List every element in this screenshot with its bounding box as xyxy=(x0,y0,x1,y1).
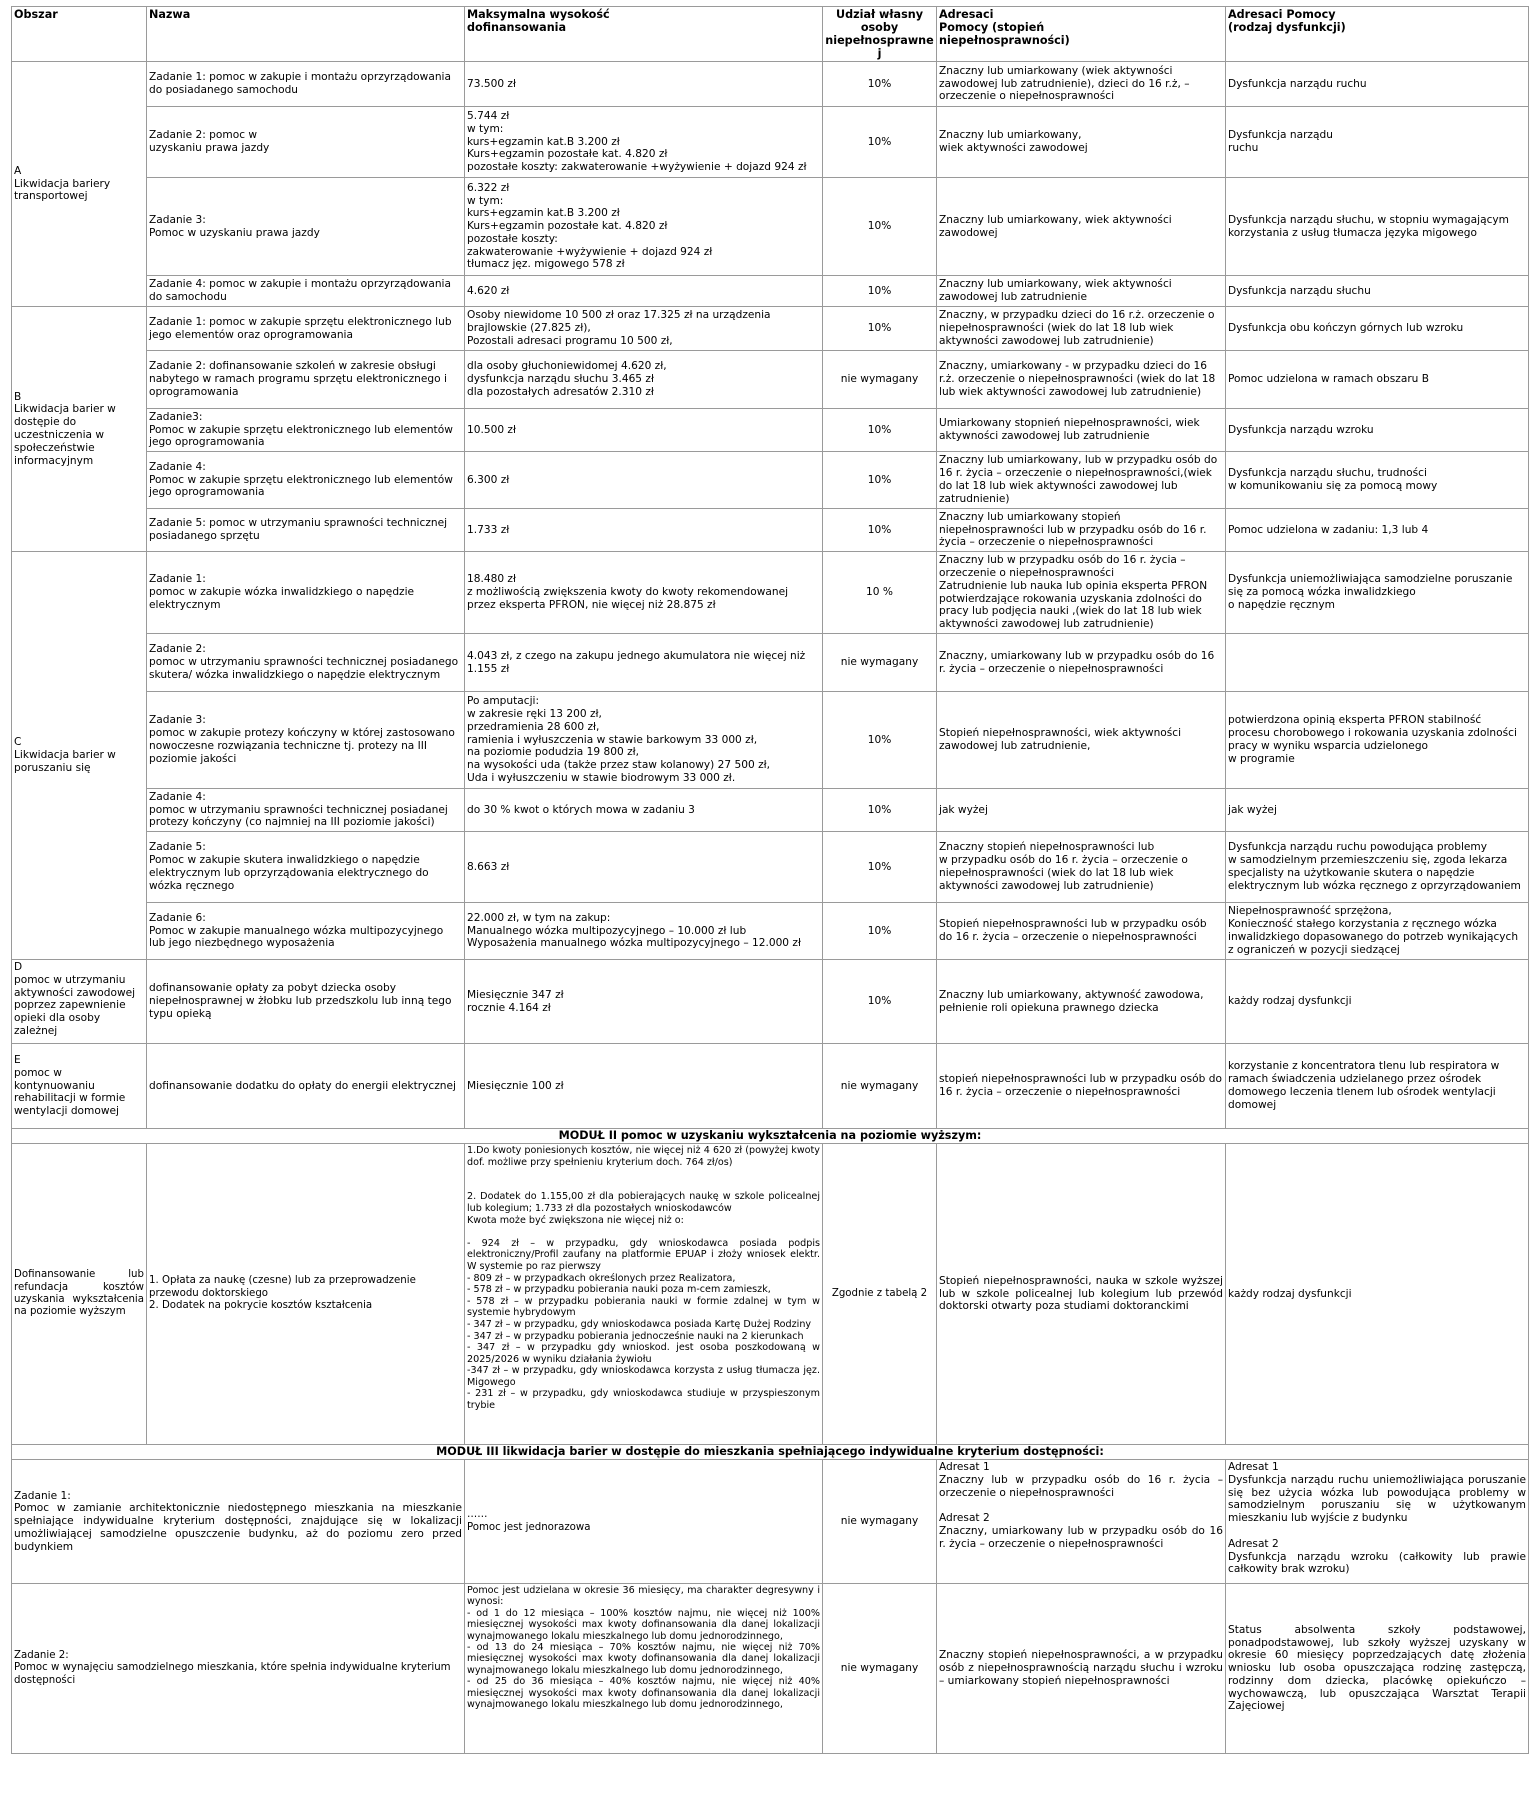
amount-cell: Miesięcznie 100 zł xyxy=(465,1044,823,1129)
amount-cell: 73.500 zł xyxy=(465,62,823,107)
amount-cell: 8.663 zł xyxy=(465,832,823,903)
own-share-cell: 10% xyxy=(823,903,937,960)
degree-cell: Znaczny, w przypadku dzieci do 16 r.ż. orzeczenie o niepełnosprawności (wiek do lat 18 lub wiek aktywności zawodowej lub zatrudnienie) xyxy=(937,307,1226,351)
amount-cell: Po amputacji: w zakresie ręki 13 200 zł, przedramienia 28 600 zł, ramienia i wyłuszczenia w stawie barkowym 33 000 zł, na poziomie podudzia 19 800 zł, na wysokości uda (także przez staw kolanowy) 27 500 zł, Uda i wyłuszczeniu w stawie biodrowym 33 000 zł. xyxy=(465,692,823,789)
area-cell: Dofinansowanie lub refundacja kosztów uzyskania wykształcenia na poziomie wyższym xyxy=(12,1144,147,1445)
dysfunction-cell: korzystanie z koncentratora tlenu lub respiratora w ramach świadczenia udzielanego przez ośrodek domowego leczenia tlenem lub ośrodek wentylacji domowej xyxy=(1226,1044,1529,1129)
degree-cell: Znaczny lub umiarkowany stopień niepełnosprawności lub w przypadku osób do 16 r. życia – orzeczenie o niepełnosprawności xyxy=(937,509,1226,552)
module-2-title: MODUŁ II pomoc w uzyskaniu wykształcenia na poziomie wyższym: xyxy=(12,1129,1529,1144)
area-cell: D pomoc w utrzymaniu aktywności zawodowej poprzez zapewnienie opieki dla osoby zależnej xyxy=(12,960,147,1044)
area-cell: E pomoc w kontynuowaniu rehabilitacji w formie wentylacji domowej xyxy=(12,1044,147,1129)
task-name-cell: Zadanie 1: pomoc w zakupie i montażu oprzyrządowania do posiadanego samochodu xyxy=(147,62,465,107)
table-row xyxy=(12,960,1529,1044)
own-share-cell: Zgodnie z tabelą 2 xyxy=(823,1144,937,1445)
table-row xyxy=(12,789,1529,832)
dysfunction-cell: potwierdzona opinią eksperta PFRON stabilność procesu chorobowego i rokowania uzyskania zdolności pracy w wyniku wsparcia udzielonego w programie xyxy=(1226,692,1529,789)
own-share-cell: nie wymagany xyxy=(823,1044,937,1129)
task-name-cell: Zadanie 1: Pomoc w zamianie architektonicznie niedostępnego mieszkania na mieszkanie spełniające indywidualne kryterium dostępności, znajdujące się w lokalizacji umożliwiającej samodzielne opuszczenie budynku, aż do poziomu zero przed budynkiem xyxy=(12,1460,465,1584)
degree-cell: stopień niepełnosprawności lub w przypadku osób do 16 r. życia – orzeczenie o niepełnosprawności xyxy=(937,1044,1226,1129)
task-name-cell: Zadanie 4: Pomoc w zakupie sprzętu elektronicznego lub elementów jego oprogramowania xyxy=(147,452,465,509)
dysfunction-cell: Niepełnosprawność sprzężona, Konieczność stałego korzystania z ręcznego wózka inwalidzkiego dopasowanego do potrzeb wynikających z ograniczeń w pozycji siedzącej xyxy=(1226,903,1529,960)
degree-cell: Adresat 1 Znaczny lub w przypadku osób do 16 r. życia – orzeczenie o niepełnosprawności Adresat 2 Znaczny, umiarkowany lub w przypadku osób do 16 r. życia – orzeczenie o niepełnosprawności xyxy=(937,1460,1226,1584)
own-share-cell: nie wymagany xyxy=(823,1584,937,1754)
dysfunction-cell: Dysfunkcja narządu słuchu, w stopniu wymagającym korzystania z usług tłumacza języka migowego xyxy=(1226,178,1529,276)
own-share-cell: 10% xyxy=(823,107,937,178)
amount-cell: 1.Do kwoty poniesionych kosztów, nie więcej niż 4 620 zł (powyżej kwoty dof. możliwe przy spełnieniu kryterium doch. 764 zł/os) 2. Dodatek do 1.155,00 zł dla pobierających naukę w szkole policealnej lub kolegium; 1.733 zł dla pozostałych wnioskodawców Kwota może być zwiększona nie więcej niż o: - 924 zł – w przypadku, gdy wnioskodawca posiada podpis elektroniczny/Profil zaufany na platformie EPUAP i złoży wniosek elektr. W systemie po raz pierwszy - 809 zł – w przypadkach określonych przez Realizatora, - 578 zł – w przypadku pobierania nauki poza m-cem zamieszk, - 578 zł – w przypadku pobierania nauki w formie zdalnej w tym w systemie hybrydowym - 347 zł – w przypadku, gdy wnioskodawca posiada Kartę Dużej Rodziny - 347 zł – w przypadku pobierania jednocześnie nauki na 2 kierunkach - 347 zł – w przypadku gdy wnioskod. jest osoba poszkodowaną w 2025/2026 w wyniku działania żywiołu -347 zł – w przypadku, gdy wnioskodawca korzysta z usług tłumacza jęz. Migowego - 231 zł – w przypadku, gdy wnioskodawca studiuje w przyspieszonym trybie xyxy=(465,1144,823,1445)
dysfunction-cell: Dysfunkcja narządu słuchu xyxy=(1226,276,1529,307)
degree-cell: Znaczny lub umiarkowany (wiek aktywności zawodowej lub zatrudnienie), dzieci do 16 r.ż, – orzeczenie o niepełnosprawności xyxy=(937,62,1226,107)
dysfunction-cell: jak wyżej xyxy=(1226,789,1529,832)
amount-cell: 6.300 zł xyxy=(465,452,823,509)
own-share-cell: 10% xyxy=(823,276,937,307)
header-degree: Adresaci Pomocy (stopień niepełnosprawności) xyxy=(937,7,1226,62)
task-name-cell: Zadanie 5: pomoc w utrzymaniu sprawności technicznej posiadanego sprzętu xyxy=(147,509,465,552)
own-share-cell: 10% xyxy=(823,62,937,107)
table-row xyxy=(12,1460,1529,1584)
degree-cell: Znaczny lub w przypadku osób do 16 r. życia – orzeczenie o niepełnosprawności Zatrudnienie lub nauka lub opinia eksperta PFRON potwierdzające rokowania uzyskania zdolności do pracy lub podjęcia nauki ,(wiek do lat 18 lub wiek aktywności zawodowej lub zatrudnienie) xyxy=(937,552,1226,634)
own-share-cell: 10% xyxy=(823,692,937,789)
table-row xyxy=(12,276,1529,307)
table-row xyxy=(12,634,1529,692)
funding-table xyxy=(11,6,1529,1754)
header-obszar: Obszar xyxy=(12,7,147,62)
area-cell: C Likwidacja barier w poruszaniu się xyxy=(12,552,147,960)
task-name-cell: Zadanie 2: pomoc w uzyskaniu prawa jazdy xyxy=(147,107,465,178)
own-share-cell: nie wymagany xyxy=(823,634,937,692)
header-nazwa: Nazwa xyxy=(147,7,465,62)
table-row xyxy=(12,409,1529,452)
degree-cell: Stopień niepełnosprawności lub w przypadku osób do 16 r. życia – orzeczenie o niepełnosprawności xyxy=(937,903,1226,960)
degree-cell: Znaczny lub umiarkowany, lub w przypadku osób do 16 r. życia – orzeczenie o niepełnosprawności,(wiek do lat 18 lub wiek aktywności zawodowej lub zatrudnienie) xyxy=(937,452,1226,509)
task-name-cell: Zadanie 3: Pomoc w uzyskaniu prawa jazdy xyxy=(147,178,465,276)
table-row xyxy=(12,351,1529,409)
own-share-cell: 10 % xyxy=(823,552,937,634)
table-row xyxy=(12,692,1529,789)
module-heading-row xyxy=(12,1129,1529,1144)
header-own-share: Udział własny osoby niepełnosprawnej xyxy=(823,7,937,62)
degree-cell: jak wyżej xyxy=(937,789,1226,832)
own-share-cell: nie wymagany xyxy=(823,1460,937,1584)
amount-cell: 10.500 zł xyxy=(465,409,823,452)
degree-cell: Znaczny stopień niepełnosprawności lub w przypadku osób do 16 r. życia – orzeczenie o niepełnosprawności (wiek do lat 18 lub wiek aktywności zawodowej lub zatrudnienie) xyxy=(937,832,1226,903)
dysfunction-cell: Dysfunkcja narządu ruchu xyxy=(1226,62,1529,107)
dysfunction-cell: Status absolwenta szkoły podstawowej, ponadpodstawowej, lub szkoły wyższej uzyskany w okresie 60 miesięcy poprzedzających datę złożenia wniosku lub osoba opuszczająca rodzinę zastępczą, rodzinny dom dziecka, placówkę opiekuńczo – wychowawczą, lub opuszczająca Warsztat Terapii Zajęciowej xyxy=(1226,1584,1529,1754)
task-name-cell: Zadanie 4: pomoc w utrzymaniu sprawności technicznej posiadanej protezy kończyny (co najmniej na III poziomie jakości) xyxy=(147,789,465,832)
own-share-cell: 10% xyxy=(823,832,937,903)
degree-cell: Znaczny stopień niepełnosprawności, a w przypadku osób z niepełnosprawnością narządu słuchu i wzroku – umiarkowany stopień niepełnosprawności xyxy=(937,1584,1226,1754)
task-name-cell: 1. Opłata za naukę (czesne) lub za przeprowadzenie przewodu doktorskiego 2. Dodatek na pokrycie kosztów kształcenia xyxy=(147,1144,465,1445)
own-share-cell: nie wymagany xyxy=(823,351,937,409)
amount-cell: 4.043 zł, z czego na zakupu jednego akumulatora nie więcej niż 1.155 zł xyxy=(465,634,823,692)
amount-cell: 5.744 zł w tym: kurs+egzamin kat.B 3.200 zł Kurs+egzamin pozostałe kat. 4.820 zł pozostałe koszty: zakwaterowanie +wyżywienie + dojazd 924 zł xyxy=(465,107,823,178)
dysfunction-cell: każdy rodzaj dysfunkcji xyxy=(1226,1144,1529,1445)
task-name-cell: Zadanie 6: Pomoc w zakupie manualnego wózka multipozycyjnego lub jego niezbędnego wyposażenia xyxy=(147,903,465,960)
amount-cell: 18.480 zł z możliwością zwiększenia kwoty do kwoty rekomendowanej przez eksperta PFRON, nie więcej niż 28.875 zł xyxy=(465,552,823,634)
task-name-cell: dofinansowanie opłaty za pobyt dziecka osoby niepełnosprawnej w żłobku lub przedszkolu lub inną tego typu opieką xyxy=(147,960,465,1044)
own-share-cell: 10% xyxy=(823,960,937,1044)
dysfunction-cell: Dysfunkcja narządu słuchu, trudności w komunikowaniu się za pomocą mowy xyxy=(1226,452,1529,509)
own-share-cell: 10% xyxy=(823,307,937,351)
table-row xyxy=(12,1044,1529,1129)
dysfunction-cell: Pomoc udzielona w ramach obszaru B xyxy=(1226,351,1529,409)
task-name-cell: Zadanie 2: dofinansowanie szkoleń w zakresie obsługi nabytego w ramach programu sprzętu elektronicznego i oprogramowania xyxy=(147,351,465,409)
own-share-cell: 10% xyxy=(823,509,937,552)
degree-cell: Znaczny lub umiarkowany, wiek aktywności zawodowej xyxy=(937,107,1226,178)
amount-cell: 22.000 zł, w tym na zakup: Manualnego wózka multipozycyjnego – 10.000 zł lub Wyposażenia manualnego wózka multipozycyjnego – 12.000 zł xyxy=(465,903,823,960)
amount-cell: Pomoc jest udzielana w okresie 36 miesięcy, ma charakter degresywny i wynosi: - od 1 do 12 miesiąca – 100% kosztów najmu, nie więcej niż 100% miesięcznej wysokości max kwoty dofinansowania dla danej lokalizacji wynajmowanego lokalu mieszkalnego lub domu jednorodzinnego, - od 13 do 24 miesiąca – 70% kosztów najmu, nie więcej niż 70% miesięcznej wysokości max kwoty dofinansowania dla danej lokalizacji wynajmowanego lokalu mieszkalnego lub domu jednorodzinnego, - od 25 do 36 miesiąca – 40% kosztów najmu, nie więcej niż 40% miesięcznej wysokości max kwoty dofinansowania dla danej lokalizacji wynajmowanego lokalu mieszkalnego lub domu jednorodzinnego, xyxy=(465,1584,823,1754)
amount-cell: 4.620 zł xyxy=(465,276,823,307)
amount-cell: Osoby niewidome 10 500 zł oraz 17.325 zł na urządzenia brajlowskie (27.825 zł), Pozostali adresaci programu 10 500 zł, xyxy=(465,307,823,351)
area-cell: B Likwidacja barier w dostępie do uczestniczenia w społeczeństwie informacyjnym xyxy=(12,307,147,552)
own-share-cell: 10% xyxy=(823,409,937,452)
dysfunction-cell: Adresat 1 Dysfunkcja narządu ruchu uniemożliwiająca poruszanie się bez użycia wózka lub powodująca problemy w samodzielnym poruszaniu się w użytkowanym mieszkaniu lub wyjście z budynku Adresat 2 Dysfunkcja narządu wzroku (całkowity lub prawie całkowity brak wzroku) xyxy=(1226,1460,1529,1584)
dysfunction-cell xyxy=(1226,634,1529,692)
amount-cell: 1.733 zł xyxy=(465,509,823,552)
amount-cell: do 30 % kwot o których mowa w zadaniu 3 xyxy=(465,789,823,832)
task-name-cell: Zadanie 2: Pomoc w wynajęciu samodzielnego mieszkania, które spełnia indywidualne kryterium dostępności xyxy=(12,1584,465,1754)
task-name-cell: Zadanie 1: pomoc w zakupie wózka inwalidzkiego o napędzie elektrycznym xyxy=(147,552,465,634)
task-name-cell: Zadanie 3: pomoc w zakupie protezy kończyny w której zastosowano nowoczesne rozwiązania techniczne tj. protezy na III poziomie jakości xyxy=(147,692,465,789)
own-share-cell: 10% xyxy=(823,452,937,509)
dysfunction-cell: Dysfunkcja narządu wzroku xyxy=(1226,409,1529,452)
degree-cell: Stopień niepełnosprawności, nauka w szkole wyższej lub w szkole policealnej lub kolegium lub przewód doktorski otwarty poza studiami doktoranckimi xyxy=(937,1144,1226,1445)
header-dysfunction: Adresaci Pomocy (rodzaj dysfunkcji) xyxy=(1226,7,1529,62)
task-name-cell: Zadanie 4: pomoc w zakupie i montażu oprzyrządowania do samochodu xyxy=(147,276,465,307)
task-name-cell: Zadanie 1: pomoc w zakupie sprzętu elektronicznego lub jego elementów oraz oprogramowania xyxy=(147,307,465,351)
table-row xyxy=(12,552,1529,634)
dysfunction-cell: Pomoc udzielona w zadaniu: 1,3 lub 4 xyxy=(1226,509,1529,552)
own-share-cell: 10% xyxy=(823,178,937,276)
dysfunction-cell: Dysfunkcja uniemożliwiająca samodzielne poruszanie się za pomocą wózka inwalidzkiego o napędzie ręcznym xyxy=(1226,552,1529,634)
amount-cell: 6.322 zł w tym: kurs+egzamin kat.B 3.200 zł Kurs+egzamin pozostałe kat. 4.820 zł pozostałe koszty: zakwaterowanie +wyżywienie + dojazd 924 zł tłumacz jęz. migowego 578 zł xyxy=(465,178,823,276)
dysfunction-cell: Dysfunkcja obu kończyn górnych lub wzroku xyxy=(1226,307,1529,351)
degree-cell: Umiarkowany stopnień niepełnosprawności, wiek aktywności zawodowej lub zatrudnienie xyxy=(937,409,1226,452)
table-row xyxy=(12,903,1529,960)
degree-cell: Znaczny lub umiarkowany, wiek aktywności zawodowej xyxy=(937,178,1226,276)
table-row xyxy=(12,832,1529,903)
module-3-title: MODUŁ III likwidacja barier w dostępie do mieszkania spełniającego indywidualne kryterium dostępności: xyxy=(12,1445,1529,1460)
degree-cell: Znaczny, umiarkowany - w przypadku dzieci do 16 r.ż. orzeczenie o niepełnosprawności (wiek do lat 18 lub wiek aktywności zawodowej lub zatrudnienie) xyxy=(937,351,1226,409)
dysfunction-cell: Dysfunkcja narządu ruchu xyxy=(1226,107,1529,178)
task-name-cell: Zadanie 5: Pomoc w zakupie skutera inwalidzkiego o napędzie elektrycznym lub oprzyrządowania elektrycznego do wózka ręcznego xyxy=(147,832,465,903)
task-name-cell: dofinansowanie dodatku do opłaty do energii elektrycznej xyxy=(147,1044,465,1129)
table-row xyxy=(12,62,1529,107)
header-max-amount: Maksymalna wysokość dofinansowania xyxy=(465,7,823,62)
table-header-row xyxy=(12,7,1529,62)
amount-cell: …… Pomoc jest jednorazowa xyxy=(465,1460,823,1584)
dysfunction-cell: Dysfunkcja narządu ruchu powodująca problemy w samodzielnym przemieszczeniu się, zgoda lekarza specjalisty na użytkowanie skutera o napędzie elektrycznym lub wózka ręcznego z oprzyrządowaniem xyxy=(1226,832,1529,903)
degree-cell: Znaczny lub umiarkowany, aktywność zawodowa, pełnienie roli opiekuna prawnego dziecka xyxy=(937,960,1226,1044)
amount-cell: Miesięcznie 347 zł rocznie 4.164 zł xyxy=(465,960,823,1044)
table-row xyxy=(12,1144,1529,1445)
table-row xyxy=(12,307,1529,351)
own-share-cell: 10% xyxy=(823,789,937,832)
task-name-cell: Zadanie 2: pomoc w utrzymaniu sprawności technicznej posiadanego skutera/ wózka inwalidzkiego o napędzie elektrycznym xyxy=(147,634,465,692)
task-name-cell: Zadanie3: Pomoc w zakupie sprzętu elektronicznego lub elementów jego oprogramowania xyxy=(147,409,465,452)
dysfunction-cell: każdy rodzaj dysfunkcji xyxy=(1226,960,1529,1044)
table-row xyxy=(12,1584,1529,1754)
area-cell: A Likwidacja bariery transportowej xyxy=(12,62,147,307)
degree-cell: Znaczny, umiarkowany lub w przypadku osób do 16 r. życia – orzeczenie o niepełnosprawności xyxy=(937,634,1226,692)
degree-cell: Stopień niepełnosprawności, wiek aktywności zawodowej lub zatrudnienie, xyxy=(937,692,1226,789)
table-row xyxy=(12,178,1529,276)
amount-cell: dla osoby głuchoniewidomej 4.620 zł, dysfunkcja narządu słuchu 3.465 zł dla pozostałych adresatów 2.310 zł xyxy=(465,351,823,409)
table-row xyxy=(12,107,1529,178)
table-row xyxy=(12,452,1529,509)
table-row xyxy=(12,509,1529,552)
degree-cell: Znaczny lub umiarkowany, wiek aktywności zawodowej lub zatrudnienie xyxy=(937,276,1226,307)
module-heading-row xyxy=(12,1445,1529,1460)
